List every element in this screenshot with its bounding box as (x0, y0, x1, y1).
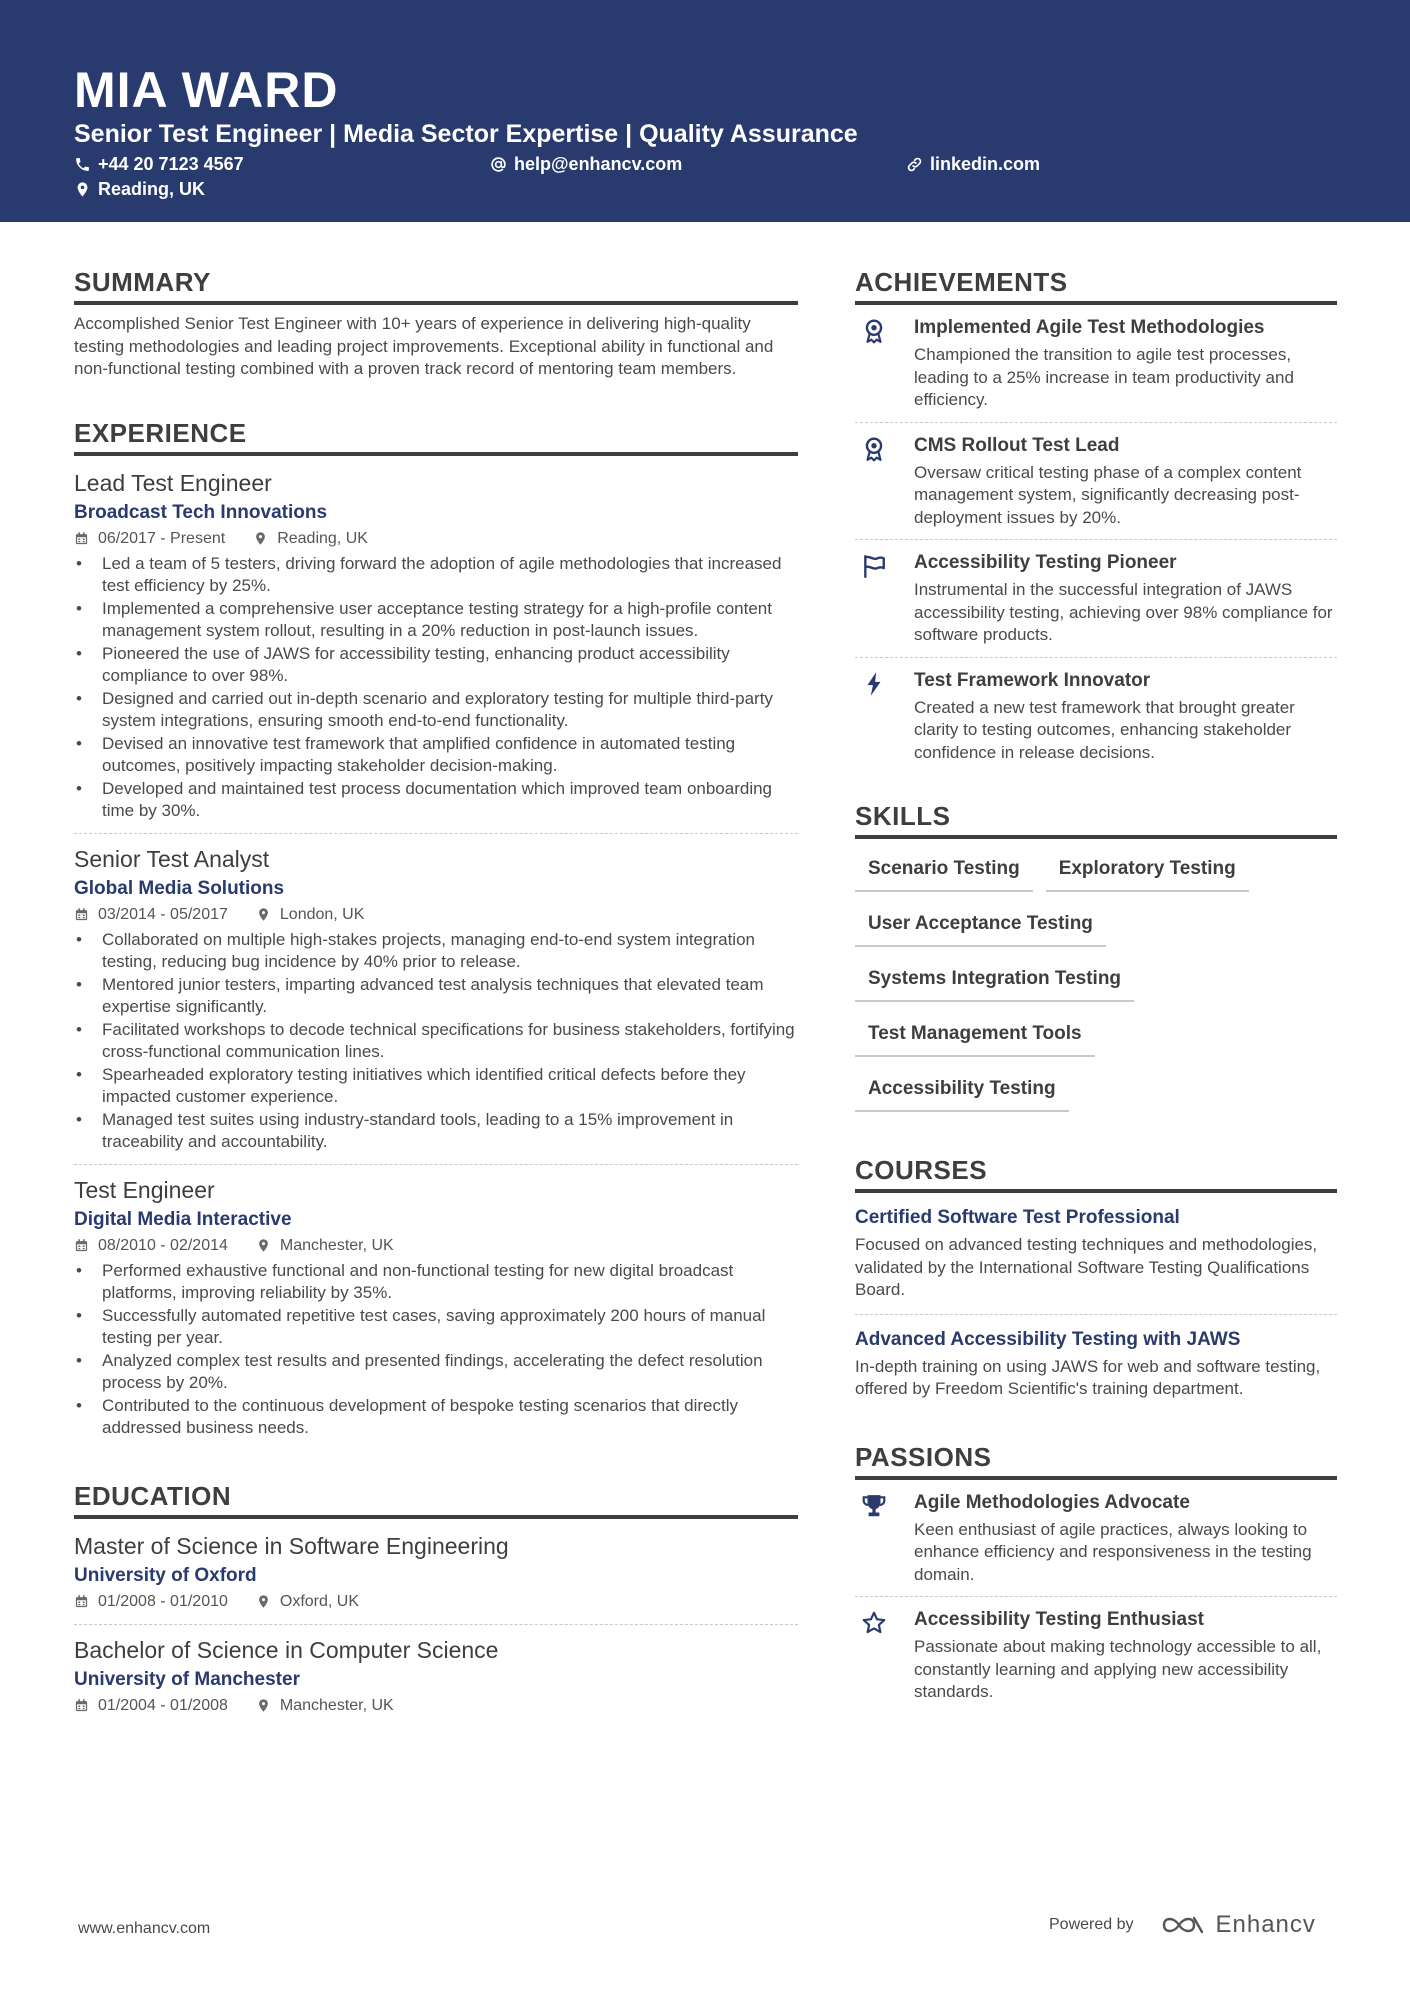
job-title: Lead Test Engineer (74, 469, 272, 496)
bullet-item: • Devised an innovative test framework that amplified confidence in automated testing outcomes, positively impacting stakeholder decision-making. (74, 733, 798, 778)
job-location (256, 903, 365, 927)
flag-icon (861, 553, 887, 579)
location-pin-icon (256, 1238, 271, 1253)
calendar-icon (74, 907, 89, 922)
school-name: University of Oxford (74, 1564, 257, 1586)
job-bullets (74, 929, 798, 1154)
bolt-icon (861, 671, 887, 697)
bullet-item: • Pioneered the use of JAWS for accessibility testing, enhancing product accessibility compliance to over 98%. (74, 643, 798, 688)
achievement-item (855, 423, 1337, 541)
job-dates-text: 06/2017 - Present (98, 529, 226, 547)
experience-section (74, 417, 798, 1450)
bullet-item: • Facilitated workshops to decode technical specifications for business stakeholders, fortifying cross-functional communication lines. (74, 1019, 798, 1064)
education-section (74, 1480, 798, 1728)
degree-dates (74, 1590, 228, 1614)
bullet-item: • Implemented a comprehensive user acceptance testing strategy for a high-profile content management system rollout, resulting in a 20% reduction in post-launch issues. (74, 598, 798, 643)
passion-icon-wrap (855, 1607, 899, 1704)
award-icon (861, 436, 887, 462)
contact-location (74, 177, 205, 201)
job-location-text: London, UK (279, 905, 365, 923)
passions-heading: PASSIONS (855, 1441, 1337, 1480)
achievement-title: Implemented Agile Test Methodologies (914, 317, 1265, 338)
course-text: Focused on advanced testing techniques and methodologies, validated by the International Software Testing Qualifications Board. (855, 1235, 1318, 1299)
skill-tag: Accessibility Testing (855, 1069, 1069, 1112)
degree-location (256, 1694, 394, 1718)
location-pin-icon (253, 531, 268, 546)
job-title: Senior Test Analyst (74, 845, 270, 872)
degree-location-text: Oxford, UK (279, 1592, 360, 1610)
summary-heading: SUMMARY (74, 266, 798, 305)
achievements-heading: ACHIEVEMENTS (855, 266, 1337, 305)
summary-section (74, 266, 798, 381)
course-text: In-depth training on using JAWS for web and software testing, offered by Freedom Scientific's training department. (855, 1356, 1321, 1398)
passions-section (855, 1441, 1337, 1714)
location-pin-icon (256, 907, 271, 922)
achievement-body (914, 668, 1334, 765)
education-heading: EDUCATION (74, 1480, 798, 1519)
location-text: Reading, UK (98, 179, 206, 199)
bullet-item: • Contributed to the continuous development of bespoke testing scenarios that directly addressed business needs. (74, 1395, 798, 1440)
skill-tag: Test Management Tools (855, 1014, 1095, 1057)
contact-email[interactable] (490, 152, 682, 176)
bullet-item: • Developed and maintained test process documentation which improved team onboarding time by 30%. (74, 778, 798, 823)
job-dates (74, 903, 228, 927)
company-name: Broadcast Tech Innovations (74, 501, 328, 523)
achievement-body (914, 315, 1334, 412)
skills-list (855, 849, 1337, 1124)
phone-text: +44 20 7123 4567 (98, 154, 244, 174)
school-name: University of Manchester (74, 1668, 300, 1690)
job-location (253, 527, 368, 551)
candidate-name: MIA WARD (74, 62, 339, 118)
experience-entry (74, 844, 798, 1165)
job-location-text: Reading, UK (277, 529, 368, 547)
degree-dates-text: 01/2004 - 01/2008 (98, 1696, 228, 1714)
passion-item (855, 1597, 1337, 1714)
job-dates (74, 527, 225, 551)
achievement-icon-wrap (855, 315, 899, 412)
phone-icon (74, 156, 91, 173)
achievement-icon-wrap (855, 550, 899, 647)
job-bullets (74, 1260, 798, 1440)
bullet-item: • Managed test suites using industry-standard tools, leading to a 15% improvement in traceability and accountability. (74, 1109, 798, 1154)
degree-title: Bachelor of Science in Computer Science (74, 1636, 499, 1663)
linkedin-link[interactable]: linkedin.com (930, 154, 1041, 174)
bullet-item: • Designed and carried out in-depth scenario and exploratory testing for multiple third-party system integrations, ensuring smooth end-to-end functionality. (74, 688, 798, 733)
passion-title: Accessibility Testing Enthusiast (914, 1609, 1205, 1630)
degree-meta (74, 1694, 798, 1718)
achievement-text: Oversaw critical testing phase of a complex content management system, significantly decreasing post-deployment issues by 20%. (914, 462, 1302, 527)
passion-item (855, 1480, 1337, 1598)
link-icon (906, 156, 923, 173)
skill-tag: Exploratory Testing (1046, 849, 1249, 892)
right-column (855, 266, 1337, 1714)
experience-entry (74, 1175, 798, 1450)
achievement-text: Created a new test framework that brought greater clarity to testing outcomes, enhancing stakeholder confidence in release decisions. (914, 697, 1295, 762)
skill-tag: Systems Integration Testing (855, 959, 1134, 1002)
degree-location (256, 1590, 359, 1614)
job-meta (74, 1234, 798, 1258)
location-pin-icon (74, 181, 91, 198)
skills-section (855, 800, 1337, 1124)
course-item (855, 1315, 1337, 1413)
achievement-title: Test Framework Innovator (914, 669, 1151, 691)
degree-location-text: Manchester, UK (279, 1696, 394, 1714)
skills-heading: SKILLS (855, 800, 1337, 839)
passion-icon-wrap (855, 1490, 899, 1587)
company-name: Digital Media Interactive (74, 1208, 292, 1230)
footer-website[interactable]: www.enhancv.com (78, 1920, 211, 1937)
passion-text: Keen enthusiast of agile practices, always looking to enhance efficiency and responsiveness in the testing domain. (914, 1519, 1312, 1584)
footer-branding (1049, 1911, 1316, 1939)
passion-title: Agile Methodologies Advocate (914, 1491, 1190, 1513)
job-location-text: Manchester, UK (279, 1236, 394, 1254)
experience-entry (74, 468, 798, 834)
courses-section (855, 1154, 1337, 1413)
trophy-icon (861, 1493, 887, 1519)
achievement-icon-wrap (855, 433, 899, 530)
achievement-item (855, 305, 1337, 423)
passion-text: Passionate about making technology accessible to all, constantly learning and applying new accessibility standards. (914, 1637, 1322, 1701)
enhancv-logo-icon (1160, 1912, 1206, 1938)
award-icon (861, 318, 887, 344)
skill-tag: Scenario Testing (855, 849, 1033, 892)
passion-body (914, 1607, 1334, 1704)
company-name: Global Media Solutions (74, 877, 285, 899)
achievement-title: CMS Rollout Test Lead (914, 434, 1120, 456)
bullet-item: • Analyzed complex test results and presented findings, accelerating the defect resolution process by 20%. (74, 1350, 798, 1395)
job-dates-text: 08/2010 - 02/2014 (98, 1236, 228, 1254)
email-link[interactable]: help@enhancv.com (514, 154, 683, 174)
location-pin-icon (256, 1594, 271, 1609)
job-location (256, 1234, 394, 1258)
powered-by-text: Powered by (1049, 1916, 1134, 1933)
achievement-icon-wrap (855, 668, 899, 765)
calendar-icon (74, 531, 89, 546)
left-column (74, 266, 798, 1728)
job-meta (74, 903, 798, 927)
job-bullets (74, 553, 798, 823)
achievement-item (855, 540, 1337, 658)
achievement-title: Accessibility Testing Pioneer (914, 552, 1177, 573)
achievement-body (914, 433, 1334, 530)
bullet-item: • Mentored junior testers, imparting advanced test analysis techniques that elevated team expertise significantly. (74, 974, 798, 1019)
job-dates (74, 1234, 228, 1258)
job-title: Test Engineer (74, 1176, 215, 1203)
courses-heading: COURSES (855, 1154, 1337, 1193)
degree-meta (74, 1590, 798, 1614)
summary-text: Accomplished Senior Test Engineer with 10+ years of experience in delivering high-quality testing methodologies and leading project improvements. Exceptional ability in functional and non-functional testing combined with a proven track record of mentoring team members. (74, 314, 774, 378)
passion-body (914, 1490, 1334, 1587)
course-title: Advanced Accessibility Testing with JAWS (855, 1328, 1241, 1350)
experience-heading: EXPERIENCE (74, 417, 798, 456)
course-title: Certified Software Test Professional (855, 1207, 1180, 1228)
calendar-icon (74, 1698, 89, 1713)
skill-tag: User Acceptance Testing (855, 904, 1106, 947)
at-icon (490, 156, 507, 173)
resume-header (0, 0, 1410, 222)
bullet-item: • Performed exhaustive functional and non-functional testing for new digital broadcast platforms, improving reliability by 35%. (74, 1260, 798, 1305)
achievements-section (855, 266, 1337, 774)
education-entry (74, 1531, 798, 1625)
bullet-item: • Led a team of 5 testers, driving forward the adoption of agile methodologies that increased test efficiency by 25%. (74, 553, 798, 598)
contact-phone (74, 152, 244, 176)
degree-title: Master of Science in Software Engineering (74, 1532, 509, 1559)
bullet-item: • Spearheaded exploratory testing initiatives which identified critical defects before they impacted customer experience. (74, 1064, 798, 1109)
contact-linkedin[interactable] (906, 152, 1040, 176)
achievement-text: Instrumental in the successful integration of JAWS accessibility testing, achieving over 98% compliance for software products. (914, 580, 1333, 644)
education-entry (74, 1635, 798, 1728)
achievement-item (855, 658, 1337, 775)
candidate-role: Senior Test Engineer | Media Sector Expertise | Quality Assurance (74, 120, 858, 148)
degree-dates (74, 1694, 228, 1718)
job-dates-text: 03/2014 - 05/2017 (98, 905, 228, 923)
course-item (855, 1193, 1337, 1315)
achievement-body (914, 550, 1334, 647)
brand-name: Enhancv (1215, 1911, 1316, 1938)
degree-dates-text: 01/2008 - 01/2010 (98, 1592, 228, 1610)
achievement-text: Championed the transition to agile test processes, leading to a 25% increase in team productivity and efficiency. (914, 345, 1294, 409)
calendar-icon (74, 1594, 89, 1609)
bullet-item: • Collaborated on multiple high-stakes projects, managing end-to-end system integration testing, reducing bug incidence by 40% prior to release. (74, 929, 798, 974)
calendar-icon (74, 1238, 89, 1253)
bullet-item: • Successfully automated repetitive test cases, saving approximately 200 hours of manual testing per year. (74, 1305, 798, 1350)
star-icon (861, 1610, 887, 1636)
job-meta (74, 527, 798, 551)
location-pin-icon (256, 1698, 271, 1713)
